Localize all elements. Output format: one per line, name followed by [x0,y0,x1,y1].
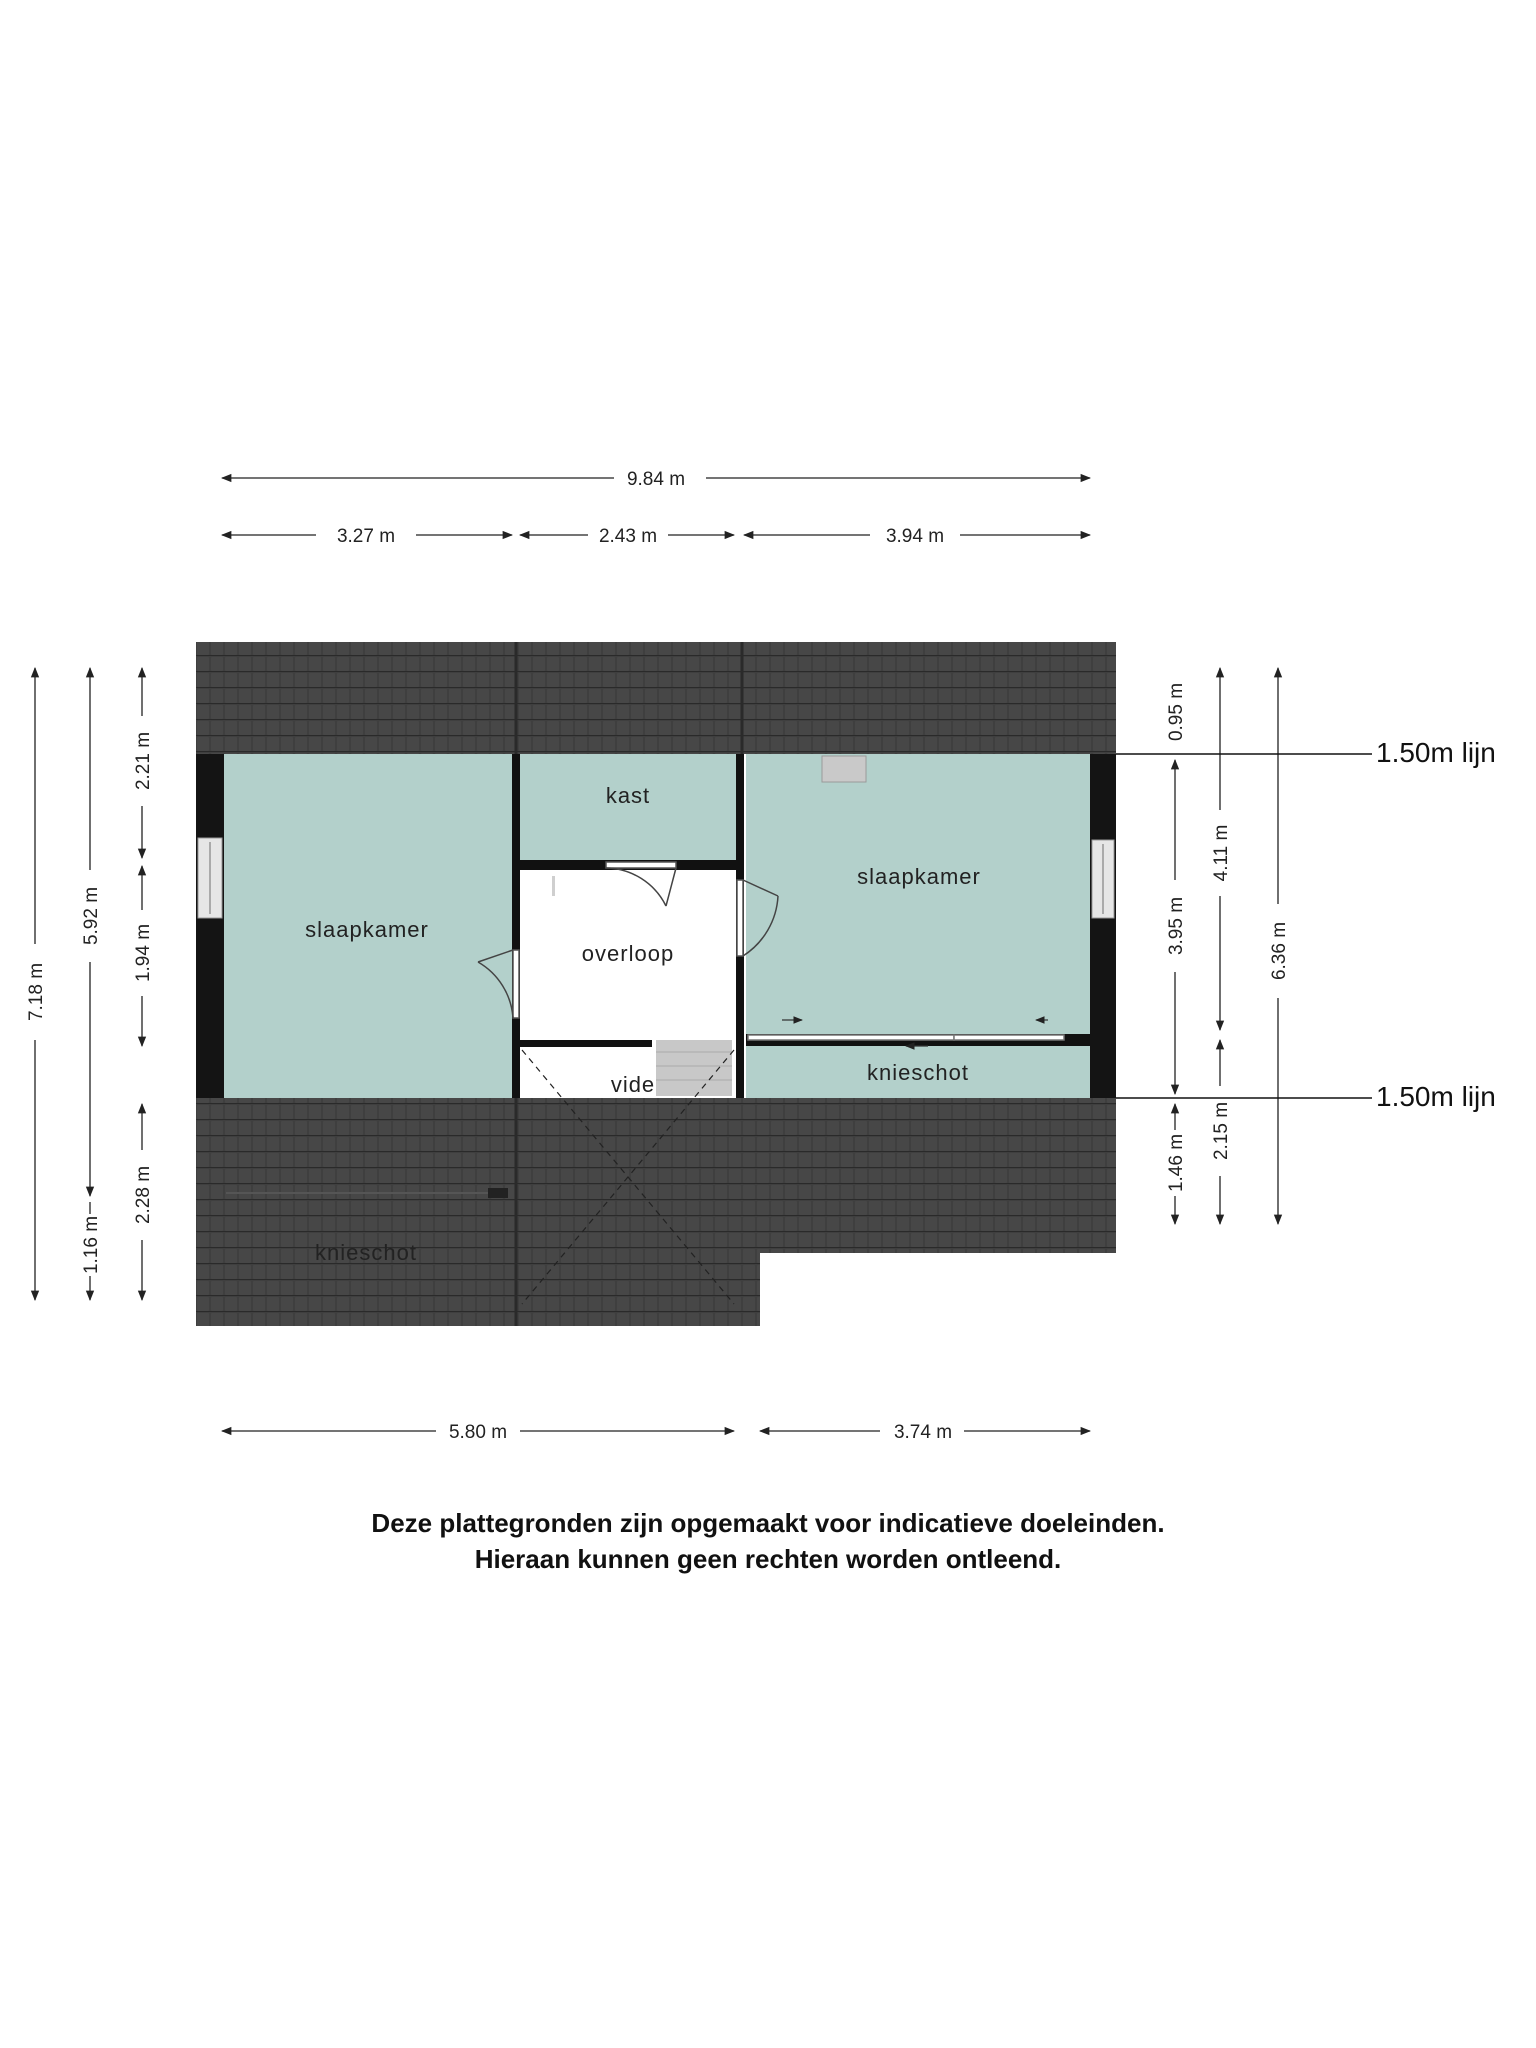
room-label-slaapkamer-left: slaapkamer [305,917,429,942]
lijn-label-top: 1.50m lijn [1376,737,1496,768]
dim-left-c: 2.28 m [133,1165,154,1225]
room-label-slaapkamer-right: slaapkamer [857,864,981,889]
dim-bottom-seg2: 3.74 m [893,1422,953,1443]
dim-top-seg2: 2.43 m [598,526,658,547]
dim-right-b: 3.95 m [1166,896,1187,956]
dim-left-total: 7.18 m [26,962,47,1022]
dim-left-a: 2.21 m [133,731,154,791]
dim-left-b: 1.94 m [133,923,154,983]
disclaimer-line-2: Hieraan kunnen geen rechten worden ontleend. [474,1544,1062,1574]
dim-top-total: 9.84 m [626,469,686,490]
room-label-overloop: overloop [581,941,675,966]
dim-top-seg3: 3.94 m [885,526,945,547]
lijn-label-bottom: 1.50m lijn [1376,1081,1496,1112]
room-label-vide: vide [610,1072,656,1097]
dim-right-a: 0.95 m [1166,682,1187,742]
room-label-kast: kast [605,783,651,808]
dim-right-total: 6.36 m [1269,921,1290,981]
dim-left-mid: 5.92 m [81,886,102,946]
dim-right-c: 1.46 m [1166,1133,1187,1193]
dim-right-d: 4.11 m [1211,824,1232,882]
dim-left-low: 1.16 m [81,1215,102,1275]
dim-right-e: 2.15 m [1211,1101,1232,1161]
disclaimer-line-1: Deze plattegronden zijn opgemaakt voor indicatieve doeleinden. [371,1508,1165,1538]
dim-bottom-seg1: 5.80 m [448,1422,508,1443]
dim-top-seg1: 3.27 m [336,526,396,547]
room-label-knieschot-bottom: knieschot [315,1240,417,1265]
room-label-knieschot-right: knieschot [867,1060,969,1085]
